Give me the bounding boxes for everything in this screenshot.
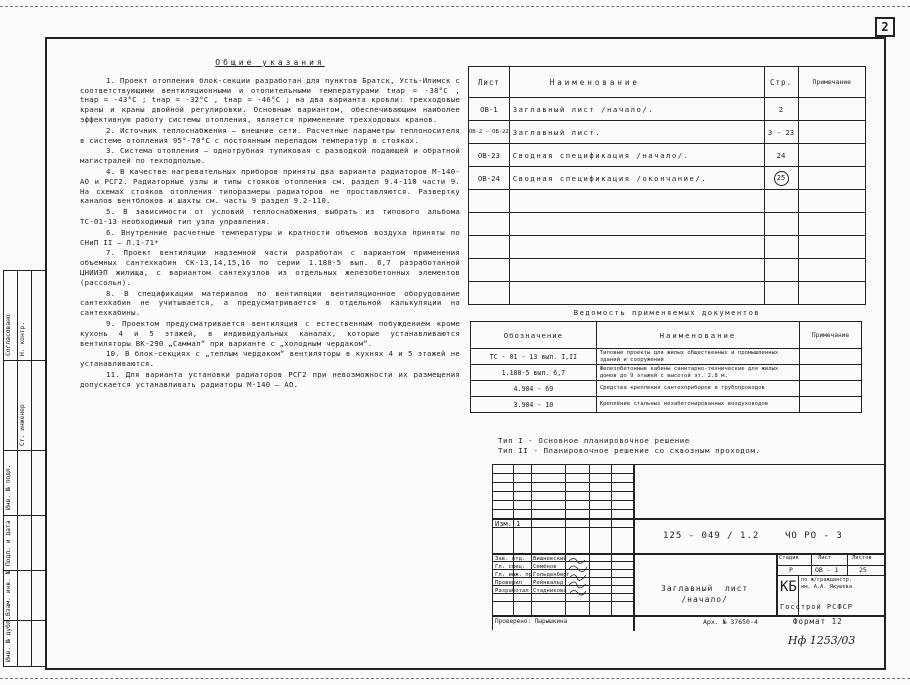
- table-row: [469, 98, 866, 121]
- note-paragraph: 5. В зависимости от условий теплоснабжения выбрать из типового альбома ТС-01-13 необходимый тип узла управления.: [80, 207, 460, 226]
- note-paragraph: 9. Проектом предусматривается вентиляция с естественным побуждением кроме кухонь 4 и 5 этажей, в индивидуальных каналах, которые устанавливаются вентиляторы ВК-290 „Саммал“ при варианте с „холодным чердаком“.: [80, 318, 460, 348]
- register-sheet: ОВ-24: [469, 167, 510, 190]
- notes-title: Общие указания: [215, 58, 325, 67]
- register-name: Сводная спецификация /окончание/.: [509, 167, 764, 190]
- register-sheet: ОВ-2 – ОВ-22: [469, 121, 510, 144]
- table-row: [469, 121, 866, 144]
- references-caption: Ведомость применяемых документов: [573, 308, 761, 317]
- bottom-cut-line: [0, 678, 910, 679]
- title-block: [492, 464, 886, 630]
- note-paragraph: 7. Проект вентиляции надземной части разработан с вариантом применения объемных сантехкабин СК-13,14,15,16 по серии 1.188-5 вып. 6,7 разработанной ЦНИИЭП жилища, с вариантом сантехузлов из отдельных железобетонных элементов (рассольн).: [80, 248, 460, 287]
- register-header: Примечание: [798, 67, 866, 98]
- reference-note: [800, 397, 862, 413]
- person-name: Гольденберг: [533, 572, 571, 578]
- register-note: [798, 121, 866, 144]
- side-stamp: [3, 270, 43, 670]
- empty-row: [469, 190, 866, 213]
- person-name: Вишневский: [533, 556, 567, 562]
- note-paragraph: 6. Внутренние расчетные температуры и кратности объемов воздуха приняты по СНиП II – Л.1-71*: [80, 227, 460, 247]
- handwritten-number: Нф 1253/03: [788, 634, 856, 647]
- register-sheet: ОВ-1: [469, 98, 510, 121]
- empty-row: [469, 282, 866, 305]
- stamp-label: Согласовано: [5, 314, 12, 356]
- type-line: Тип II - Планировочное решение со сквозным проходом.: [498, 446, 761, 455]
- stamp-label: Инв. № подл.: [5, 464, 12, 510]
- person-name: Рейнвальд: [533, 580, 564, 586]
- register-header: Стр.: [764, 67, 798, 98]
- sheets-value: 25: [859, 566, 867, 574]
- register-note: [798, 98, 866, 121]
- role-label: Зав. отд.: [495, 556, 526, 562]
- role-label: Гл. спец.: [495, 564, 526, 570]
- register-header: Наименование: [509, 67, 764, 98]
- signature-marks: [567, 555, 589, 601]
- reference-code: 1.188-5 вып. 6,7: [471, 365, 597, 381]
- reference-name: Железобетонные кабины санитарно-технические для жилых домов до 9 этажей с высотой эт. 2.8 м.: [596, 365, 799, 381]
- doc-code: 125 - 049 / 1.2: [663, 531, 760, 541]
- sheets-header: Листов: [852, 555, 872, 561]
- role-label: Гл. инж. пр.: [495, 572, 536, 578]
- register-page: 2: [764, 98, 798, 121]
- table-row: [471, 365, 862, 381]
- sheet-register-table: [468, 66, 866, 305]
- table-row: [469, 144, 866, 167]
- table-row: [471, 397, 862, 413]
- empty-row: [469, 213, 866, 236]
- references-header: Обозначение: [471, 322, 597, 349]
- archive-number: Арх. № 37650-4: [703, 618, 758, 626]
- register-page: 3 - 23: [764, 121, 798, 144]
- stamp-label: Н. контр.: [19, 321, 26, 356]
- circled-page-number: 25: [774, 171, 789, 186]
- references-header: Наименование: [596, 322, 799, 349]
- sheet-value: ОВ - 1: [815, 566, 839, 574]
- register-sheet: ОВ-23: [469, 144, 510, 167]
- register-header-row: [469, 67, 866, 98]
- references-header: Примечание: [800, 322, 862, 349]
- stage-header: Стадия: [779, 555, 799, 561]
- note-paragraph: 1. Проект отопления блок-секции разработан для пунктов Братск, Усть-Илимск с соответствующими вентиляционными и отопительными температурами tнар = -38°С , tнар = -43°С ; tнар = -32°С , tнар = -46°С ; на два варианта кровли: трехходовые краны и краны двойной регулировки. Основным вариантом, обеспечивающим наиболее эффективную работу системы отопления, является применение трехходовых кранов.: [80, 75, 460, 124]
- table-row: [469, 167, 866, 190]
- register-page: 24: [764, 144, 798, 167]
- org-name-2: Госстрой РСФСР: [780, 603, 854, 611]
- table-row: [471, 381, 862, 397]
- register-note: [798, 144, 866, 167]
- person-name: Стадникова: [533, 588, 567, 594]
- reference-name: Креплёние стальных незабетонированных воздуховодов: [596, 397, 799, 413]
- doc-volume: ЧО РО - 3: [785, 531, 843, 541]
- reference-note: [800, 349, 862, 365]
- empty-row: [469, 259, 866, 282]
- reference-code: 3.904 - 10: [471, 397, 597, 413]
- register-name: Сводная спецификация /начало/.: [509, 144, 764, 167]
- register-note: [798, 167, 866, 190]
- reference-note: [800, 381, 862, 397]
- layout-types: [498, 436, 761, 456]
- person-name: Семёнов: [533, 564, 557, 570]
- role-label: Проверил: [495, 580, 522, 586]
- stamp-label: Ст. инженер: [19, 404, 26, 446]
- note-paragraph: 4. В качестве нагревательных приборов приняты два варианта радиаторов М-140-АО и РСГ2. Радиаторные узлы и типы стояков отопления см. раздел 9.4-110 части 9. На схемах стояков отопления типоразмеры радиаторов не проставляются. Развертку каналов вентблоков и шахты см. часть 9 раздел 9.2-110.: [80, 166, 460, 206]
- sheet-format: Формат 12: [793, 617, 843, 626]
- reference-code: ТС - 01 - 13 вып. I,II: [471, 349, 597, 365]
- empty-row: [469, 236, 866, 259]
- general-notes: [80, 58, 460, 391]
- stamp-label: Подп. и дата: [5, 520, 12, 566]
- note-paragraph: 8. В спецификации материалов по вентиляции вентиляционное оборудование сантехкабин не учитывается, а предусматривается в отдельной калькуляции на сантехкабины.: [80, 288, 460, 318]
- type-line: Тип I - Основное планировочное решение: [498, 436, 690, 445]
- stage-value: Р: [789, 566, 793, 574]
- reference-code: 4.904 - 69: [471, 381, 597, 397]
- note-paragraph: 11. Для варианта установки радиаторов РСГ2 при невозможности их размещения допускается устанавливать радиаторы М-140 – АО.: [80, 369, 460, 389]
- register-header: Лист: [469, 67, 510, 98]
- reference-name: Средства крепления сантехприборов и трубопроводов: [596, 381, 799, 397]
- reference-note: [800, 365, 862, 381]
- stamp-label: Взам. инв. №: [5, 570, 12, 616]
- role-list: [495, 555, 535, 595]
- copied-by: Проверено: Пырышкина: [495, 618, 568, 625]
- note-paragraph: 10. В блок-секциях с „теплым чердаком“ вентиляторы в кухнях 4 и 5 этажей не устанавливаются.: [80, 349, 460, 369]
- role-label: Разработал: [495, 588, 529, 594]
- change-label: Изм. 1: [495, 520, 521, 528]
- register-name: Заглавный лист.: [509, 121, 764, 144]
- note-paragraph: 3. Системa отопления – однотрубная тупиковая с разводкой подающей и обратной магистралей по техподполью.: [80, 146, 460, 166]
- page-number: 2: [875, 17, 895, 37]
- org-short: КБ: [780, 579, 797, 595]
- top-cut-line: [0, 6, 910, 7]
- sheet-header: Лист: [818, 555, 832, 561]
- reference-name: Типовые проекты для жилых общественных и промышленных зданий и сооружений: [596, 349, 799, 365]
- note-paragraph: 2. Источник теплоснабжения – внешние сети. Расчетные параметры теплоносителя в системе отопления 95°-70°С с постоянным перепадом температур в стояках.: [80, 125, 460, 145]
- sheet-title: Заглавный лист /начало/: [661, 584, 749, 604]
- register-name: Заглавный лист /начало/.: [509, 98, 764, 121]
- table-row: [471, 349, 862, 365]
- register-page-circled: [764, 167, 798, 190]
- references-header-row: [471, 322, 862, 349]
- org-name: по ж/гражданстр. им. А.А. Якушева: [801, 577, 853, 590]
- stamp-label: Инв. № дубл.: [5, 616, 12, 662]
- name-list: [533, 555, 570, 595]
- references-table: [470, 321, 862, 413]
